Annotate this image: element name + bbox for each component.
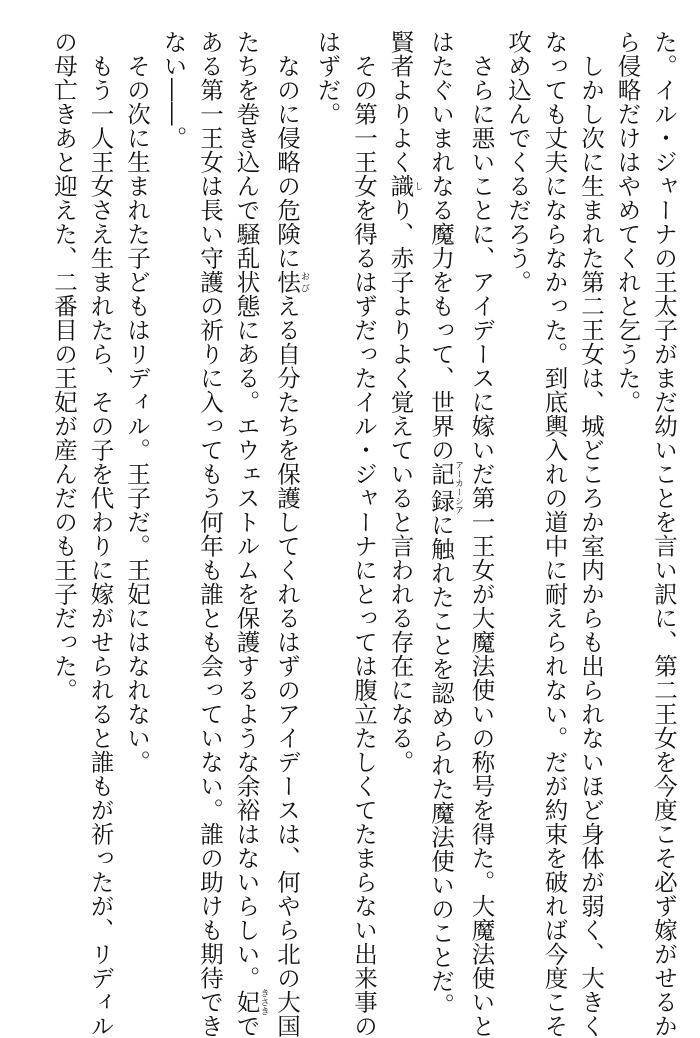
text-line-9: その第一王女を得るはずだったイル・ジャーナにとっては腹立たしくてたまらない出来事の	[350, 30, 378, 1038]
text-line-11	[269, 30, 310, 1038]
text-line-17: の母亡きあと迎えた、二番目の王妃が産んだのも王子だった。	[50, 30, 78, 702]
line-12-head: たちを巻き込んで騒乱状態にある。エウェストルムを保護するような余裕はないらしい。	[232, 30, 261, 990]
ruby-shiru-base: 識	[386, 174, 415, 198]
line-11-head: なのに侵略の危険に	[273, 30, 301, 270]
ruby-kisaki	[232, 988, 269, 1016]
text-line-4: なっても丈夫にならなかった。到底輿入れの道中に耐えられない。だが約束を破れば今度こそ	[540, 30, 569, 1038]
text-line-2: ら侵略だけはやめてくれと乞うた。	[613, 30, 642, 414]
ruby-kisaki-base: 妃	[232, 988, 261, 1016]
text-line-5: 攻め込んでくるだろう。	[504, 30, 532, 294]
text-line-12	[228, 30, 269, 1038]
text-line-7	[423, 30, 464, 1017]
ruby-akashia-reading: アーカーシア	[453, 460, 463, 515]
line-7-tail: に触れたことを認められた魔法使いのことだ。	[427, 513, 455, 1017]
line-8-pre: 賢者よりよく	[386, 30, 415, 174]
text-line-8	[382, 30, 423, 990]
text-line-1: た。イル・ジャーナの王太子がまだ幼いことを言い訳に、第二王女を今度こそ必ず嫁がせるか	[650, 30, 678, 1038]
text-line-13: ある第一王女は長い守護の祈りに入ってもう何年も誰とも会っていない。誰の助けも期待でき	[196, 30, 224, 1038]
text-line-6: さらに悪いことに、アイデースに嫁いだ第一王女が大魔法使いの称号を得た。大魔法使いと	[467, 30, 496, 1038]
line-11-post: える自分たちを保護してくれるはずのアイデースは、何やら北の大国	[273, 294, 301, 1038]
ruby-akashia-base: 記録	[427, 460, 455, 515]
ruby-obie-reading: おび	[299, 270, 309, 294]
text-line-16: もう一人王女さえ生まれたら、その子を代わりに嫁がせられると誰もが祈ったが、リディル	[86, 30, 115, 1038]
text-line-3: しかし次に生まれた第二王女は、城どころか室内からも出られないほど身体が弱く、大きく	[577, 30, 605, 1038]
ruby-shiru	[386, 174, 423, 198]
vertical-text-block	[46, 30, 683, 1038]
ruby-obie	[273, 270, 309, 294]
text-line-15: その次に生まれた子どもはリディル。王子だ。王妃にはなれない。	[123, 30, 151, 774]
ruby-shiru-reading: し	[412, 174, 423, 198]
line-12-post: で	[232, 1014, 261, 1038]
line-7-head: はたぐいまれなる魔力をもって、世界の	[427, 30, 455, 462]
ruby-obie-base: 怯	[273, 270, 301, 294]
text-line-10: はずだ。	[313, 30, 342, 126]
ruby-kisaki-reading: きさき	[258, 988, 269, 1016]
ruby-akashia	[427, 460, 463, 515]
text-line-14: ない――。	[159, 30, 188, 150]
line-8-post: り、赤子よりよく覚えていると言われる存在になる。	[386, 198, 415, 774]
